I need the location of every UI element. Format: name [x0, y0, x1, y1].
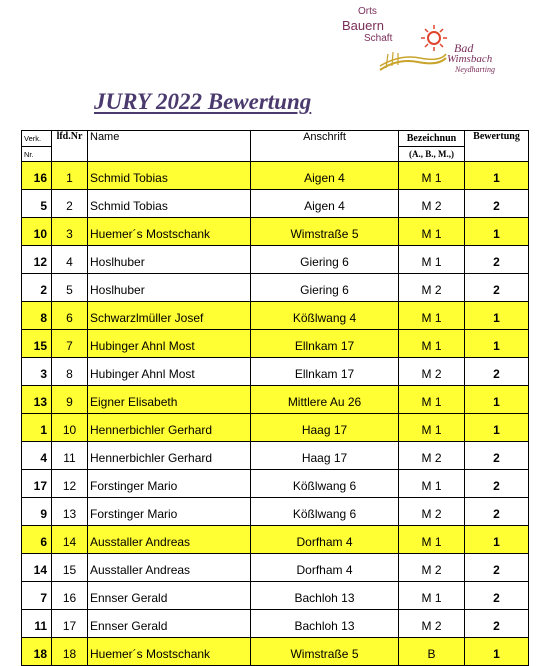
wheat-field-icon: [378, 48, 448, 72]
logo-text-orts: Orts: [358, 6, 377, 17]
header-bezeichnung: Bezeichnun: [399, 131, 465, 147]
cell-anschrift: Aigen 4: [251, 162, 399, 190]
cell-name: Eigner Elisabeth: [88, 386, 251, 414]
cell-verk-nr: 11: [22, 610, 52, 638]
table-row: [22, 358, 529, 386]
cell-verk-nr: 2: [22, 274, 52, 302]
cell-verk-nr: 18: [22, 638, 52, 666]
cell-lfd-nr: 14: [52, 526, 88, 554]
cell-bewertung: 2: [465, 274, 529, 302]
cell-bezeichnung: M 1: [399, 470, 465, 498]
logo-orts-bauernschaft: [334, 4, 524, 76]
cell-bezeichnung: M 1: [399, 246, 465, 274]
cell-bewertung: 1: [465, 302, 529, 330]
header-bezeichnung-sub: (A., B., M.,): [399, 147, 465, 162]
table-row: [22, 302, 529, 330]
cell-verk-nr: 4: [22, 442, 52, 470]
logo-text-schaft: Schaft: [364, 33, 393, 44]
table-row: [22, 414, 529, 442]
logo-text-bad: Bad: [454, 41, 474, 55]
cell-name: Huemer´s Mostschank: [88, 638, 251, 666]
cell-verk-nr: 3: [22, 358, 52, 386]
cell-bezeichnung: M 1: [399, 302, 465, 330]
cell-verk-nr: 7: [22, 582, 52, 610]
cell-bewertung: 2: [465, 470, 529, 498]
table-row: [22, 638, 529, 666]
cell-lfd-nr: 3: [52, 218, 88, 246]
cell-bezeichnung: M 1: [399, 218, 465, 246]
cell-bezeichnung: M 2: [399, 554, 465, 582]
cell-name: Schmid Tobias: [88, 162, 251, 190]
jury-table: [21, 130, 529, 666]
cell-lfd-nr: 7: [52, 330, 88, 358]
cell-bezeichnung: M 1: [399, 582, 465, 610]
cell-verk-nr: 9: [22, 498, 52, 526]
cell-lfd-nr: 1: [52, 162, 88, 190]
header-anschrift: Anschrift: [251, 131, 399, 162]
cell-verk-nr: 1: [22, 414, 52, 442]
cell-verk-nr: 16: [22, 162, 52, 190]
logo-text-wimsbach: Wimsbach: [447, 53, 493, 65]
cell-anschrift: Kößlwang 6: [251, 498, 399, 526]
cell-anschrift: Kößlwang 6: [251, 470, 399, 498]
cell-name: Huemer´s Mostschank: [88, 218, 251, 246]
cell-verk-nr: 6: [22, 526, 52, 554]
cell-name: Hoslhuber: [88, 246, 251, 274]
cell-name: Hoslhuber: [88, 274, 251, 302]
cell-anschrift: Dorfham 4: [251, 554, 399, 582]
cell-bewertung: 1: [465, 638, 529, 666]
cell-verk-nr: 8: [22, 302, 52, 330]
cell-lfd-nr: 5: [52, 274, 88, 302]
cell-name: Ennser Gerald: [88, 610, 251, 638]
cell-verk-nr: 17: [22, 470, 52, 498]
cell-lfd-nr: 4: [52, 246, 88, 274]
cell-bezeichnung: M 2: [399, 610, 465, 638]
cell-bewertung: 2: [465, 442, 529, 470]
header-lfd-nr: lfd.Nr: [52, 131, 88, 162]
cell-anschrift: Giering 6: [251, 274, 399, 302]
cell-bezeichnung: M 2: [399, 358, 465, 386]
header-bewertung: Bewertung: [465, 131, 529, 162]
cell-anschrift: Giering 6: [251, 246, 399, 274]
cell-bezeichnung: M 1: [399, 162, 465, 190]
table-row: [22, 218, 529, 246]
table-row: [22, 386, 529, 414]
page-title: JURY 2022 Bewertung: [94, 89, 312, 114]
header-nr: Nr.: [22, 147, 52, 162]
cell-anschrift: Bachloh 13: [251, 610, 399, 638]
cell-lfd-nr: 17: [52, 610, 88, 638]
cell-bezeichnung: M 1: [399, 330, 465, 358]
table-row: [22, 442, 529, 470]
cell-lfd-nr: 11: [52, 442, 88, 470]
cell-bewertung: 2: [465, 190, 529, 218]
cell-name: Forstinger Mario: [88, 470, 251, 498]
cell-bezeichnung: B: [399, 638, 465, 666]
cell-bewertung: 2: [465, 358, 529, 386]
cell-bewertung: 1: [465, 330, 529, 358]
cell-bewertung: 1: [465, 218, 529, 246]
cell-anschrift: Ellnkam 17: [251, 358, 399, 386]
cell-lfd-nr: 8: [52, 358, 88, 386]
cell-lfd-nr: 16: [52, 582, 88, 610]
cell-name: Ausstaller Andreas: [88, 554, 251, 582]
cell-bewertung: 1: [465, 526, 529, 554]
logo-text-neydharting: Neydharting: [455, 65, 495, 74]
cell-lfd-nr: 13: [52, 498, 88, 526]
cell-bewertung: 1: [465, 386, 529, 414]
cell-verk-nr: 15: [22, 330, 52, 358]
table-row: [22, 190, 529, 218]
cell-anschrift: Mittlere Au 26: [251, 386, 399, 414]
cell-lfd-nr: 2: [52, 190, 88, 218]
cell-name: Schwarzlmüller Josef: [88, 302, 251, 330]
table-row: [22, 610, 529, 638]
cell-verk-nr: 13: [22, 386, 52, 414]
cell-lfd-nr: 9: [52, 386, 88, 414]
cell-lfd-nr: 6: [52, 302, 88, 330]
cell-lfd-nr: 10: [52, 414, 88, 442]
cell-anschrift: Kößlwang 4: [251, 302, 399, 330]
cell-bewertung: 1: [465, 414, 529, 442]
cell-bewertung: 2: [465, 610, 529, 638]
cell-verk-nr: 14: [22, 554, 52, 582]
cell-anschrift: Ellnkam 17: [251, 330, 399, 358]
table-row: [22, 162, 529, 190]
cell-name: Schmid Tobias: [88, 190, 251, 218]
cell-bezeichnung: M 1: [399, 526, 465, 554]
cell-anschrift: Bachloh 13: [251, 582, 399, 610]
cell-bewertung: 2: [465, 246, 529, 274]
table-header-row: [22, 131, 529, 147]
cell-bewertung: 2: [465, 554, 529, 582]
cell-anschrift: Wimstraße 5: [251, 218, 399, 246]
cell-bezeichnung: M 2: [399, 498, 465, 526]
cell-name: Ennser Gerald: [88, 582, 251, 610]
cell-bezeichnung: M 2: [399, 190, 465, 218]
cell-bezeichnung: M 2: [399, 274, 465, 302]
cell-name: Ausstaller Andreas: [88, 526, 251, 554]
header-name: Name: [88, 131, 251, 162]
cell-anschrift: Haag 17: [251, 442, 399, 470]
cell-name: Hennerbichler Gerhard: [88, 414, 251, 442]
cell-bewertung: 2: [465, 582, 529, 610]
cell-bewertung: 1: [465, 162, 529, 190]
cell-bewertung: 2: [465, 498, 529, 526]
table-row: [22, 498, 529, 526]
table-body: [22, 162, 529, 666]
header-verk: Verk.: [22, 131, 52, 147]
cell-anschrift: Dorfham 4: [251, 526, 399, 554]
cell-verk-nr: 12: [22, 246, 52, 274]
cell-name: Hennerbichler Gerhard: [88, 442, 251, 470]
table-row: [22, 582, 529, 610]
cell-anschrift: Haag 17: [251, 414, 399, 442]
cell-lfd-nr: 12: [52, 470, 88, 498]
cell-bezeichnung: M 2: [399, 442, 465, 470]
cell-lfd-nr: 18: [52, 638, 88, 666]
logo-text-bauern: Bauern: [342, 18, 384, 33]
table-row: [22, 470, 529, 498]
table-row: [22, 274, 529, 302]
cell-bezeichnung: M 1: [399, 414, 465, 442]
cell-lfd-nr: 15: [52, 554, 88, 582]
cell-verk-nr: 10: [22, 218, 52, 246]
cell-bezeichnung: M 1: [399, 386, 465, 414]
table-row: [22, 526, 529, 554]
cell-verk-nr: 5: [22, 190, 52, 218]
cell-anschrift: Wimstraße 5: [251, 638, 399, 666]
cell-anschrift: Aigen 4: [251, 190, 399, 218]
table-row: [22, 246, 529, 274]
table-row: [22, 330, 529, 358]
cell-name: Hubinger Ahnl Most: [88, 330, 251, 358]
cell-name: Forstinger Mario: [88, 498, 251, 526]
table-row: [22, 554, 529, 582]
cell-name: Hubinger Ahnl Most: [88, 358, 251, 386]
